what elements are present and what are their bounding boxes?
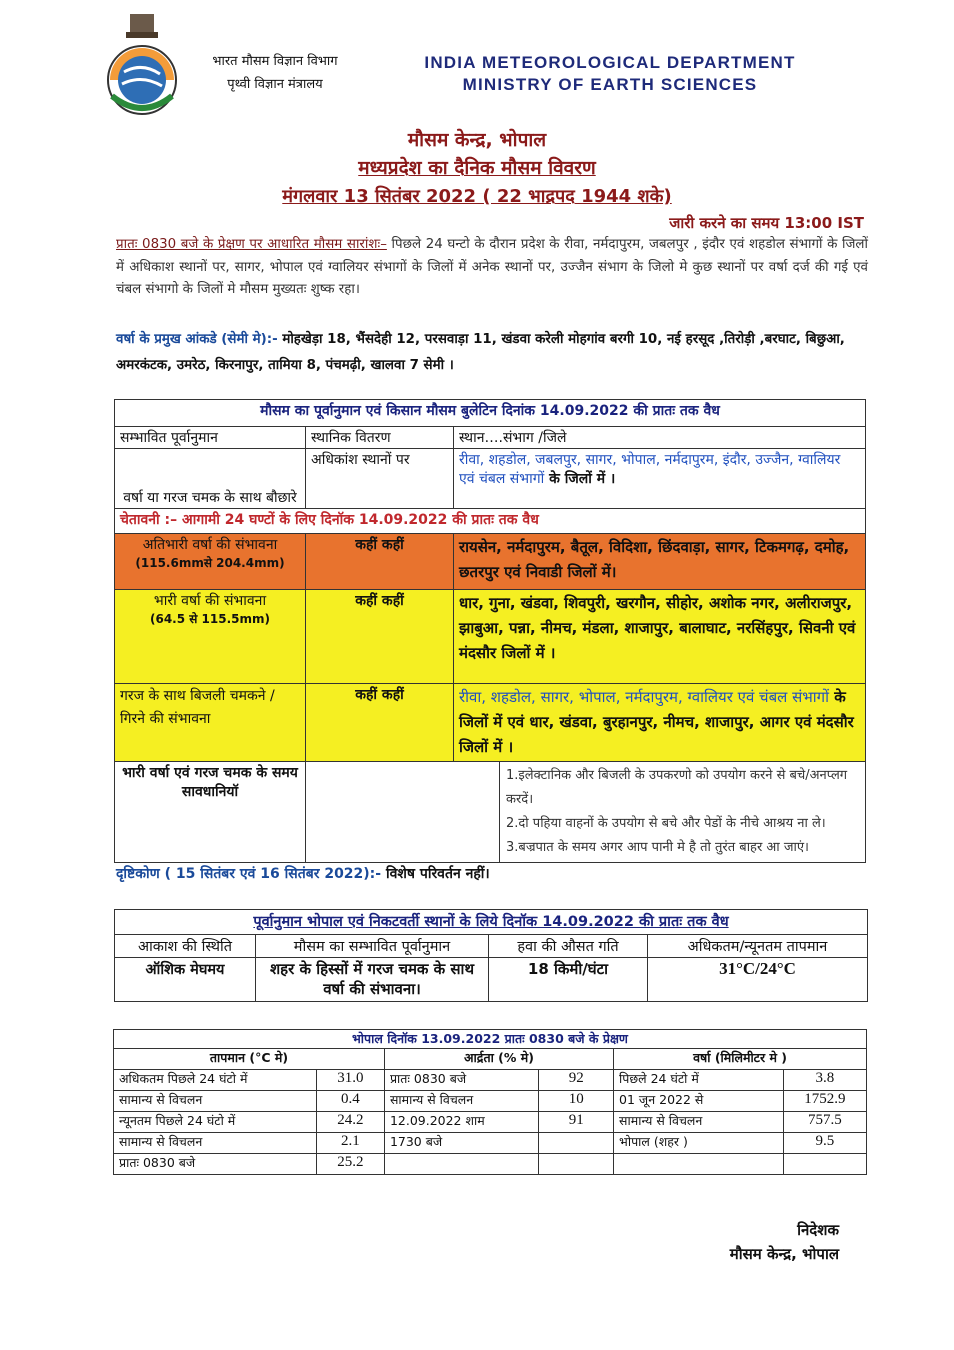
very-heavy-rain-distribution: कहीं कहीं	[306, 534, 454, 590]
outlook-label: दृष्टिकोण ( 15 सितंबर एवं 16 सितंबर 2022):-	[116, 866, 382, 882]
row1-places-tail: के जिलों में ।	[544, 471, 616, 487]
outlook	[116, 864, 490, 883]
precaution-event: भारी वर्षा एवं गरज चमक के समय सावधानियॉ	[115, 762, 306, 863]
table-cell	[539, 1154, 614, 1175]
summary-label: प्रातः 0830 बजे के प्रेक्षण पर आधारित मौसम सारांशः–	[116, 237, 387, 252]
table-cell: 757.5	[783, 1112, 866, 1133]
org-hindi-line2: पृथ्वी विज्ञान मंत्रालय	[227, 77, 323, 92]
table-cell	[539, 1133, 614, 1154]
row1-distribution: अधिकांश स्थानों पर	[306, 449, 454, 509]
table-cell: 10	[539, 1091, 614, 1112]
thunder-event: गरज के साथ बिजली चमकने / गिरने की संभावना	[115, 684, 306, 762]
forecast-header: मौसम का सम्भावित पूर्वानुमान	[256, 935, 489, 958]
table-cell: सामान्य से विचलन	[114, 1133, 317, 1154]
table-row	[114, 1070, 867, 1091]
table-cell: 1730 बजे	[384, 1133, 539, 1154]
table-cell: 92	[539, 1070, 614, 1091]
heavy-rain-distribution: कहीं कहीं	[306, 590, 454, 684]
org-english-line2: MINISTRY OF EARTH SCIENCES	[462, 75, 758, 94]
table-row	[114, 1133, 867, 1154]
row1-places-blue: रीवा, शहडोल, जबलपुर, सागर, भोपाल, नर्मदापुरम, इंदौर, उज्जैन, ग्वालियर एवं चंबल संभागों	[459, 452, 841, 487]
thunder-places-blue: रीवा, शहडोल, सागर, भोपाल, नर्मदापुरम, ग्वालियर एवं चंबल संभागों	[459, 688, 829, 706]
col-header-forecast: सम्भावित पूर्वानुमान	[115, 427, 306, 449]
table-cell: 9.5	[783, 1133, 866, 1154]
issue-time: जारी करने का समय 13:00 IST	[669, 214, 864, 232]
rain-group-header: वर्षा (मिलिमीटर मे )	[614, 1049, 867, 1070]
signature-office: मौसम केन्द्र, भोपाल	[729, 1245, 839, 1263]
rainfall-text: मोहखेड़ा 18, भैंसदेही 12, परसवाड़ा 11, खंडवा करेली मोहगांव बरगी 10, नई हरसूद ,तिरोड़ी ,बरघाट, बिछुआ, अमरकंटक, उमरेठ, किरनापुर, तामिया 8, पंचमढ़ी, खालवा 7 सेमी ।	[116, 332, 845, 373]
table-cell	[783, 1154, 866, 1175]
org-hindi-line1: भारत मौसम विज्ञान विभाग	[212, 54, 338, 69]
heavy-rain-event	[115, 590, 306, 684]
col-header-distribution: स्थानिक वितरण	[306, 427, 454, 449]
precaution-item: 2.दो पहिया वाहनों के उपयोग से बचे और पेडों के नीचे आश्रय ना ले।	[506, 816, 826, 831]
imd-emblem-icon	[104, 12, 180, 118]
table-cell	[614, 1154, 784, 1175]
table-cell: अधिकतम पिछले 24 घंटो में	[114, 1070, 317, 1091]
heavy-rain-label: भारी वर्षा की संभावना	[153, 593, 267, 609]
table-cell: 3.8	[783, 1070, 866, 1091]
city-table-title: पूर्वानुमान भोपाल एवं निकटवर्ती स्थानों के लिये दिनॉक 14.09.2022 की प्रातः तक वैध	[115, 910, 868, 935]
table-cell: 31.0	[316, 1070, 384, 1091]
observation-table	[113, 1029, 867, 1175]
sky-value: ऑशिक मेघमय	[115, 958, 256, 1002]
sky-header: आकाश की स्थिति	[115, 935, 256, 958]
table-cell: न्यूनतम पिछले 24 घंटो में	[114, 1112, 317, 1133]
very-heavy-rain-event	[115, 534, 306, 590]
wind-value: 18 किमी/घंटा	[489, 958, 648, 1002]
table-cell: भोपाल (शहर )	[614, 1133, 784, 1154]
thunder-places	[454, 684, 866, 762]
table-row	[114, 1112, 867, 1133]
obs-table-title: भोपाल दिनॉक 13.09.2022 प्रातः 0830 बजे के प्रेक्षण	[114, 1030, 867, 1049]
thunder-distribution: कहीं कहीं	[306, 684, 454, 762]
heavy-rain-range: (64.5 से 115.5mm)	[149, 612, 270, 626]
very-heavy-rain-label: अतिभारी वर्षा की संभावना	[142, 537, 278, 553]
table-cell: सामान्य से विचलन	[614, 1112, 784, 1133]
heavy-rain-places: धार, गुना, खंडवा, शिवपुरी, खरगौन, सीहोर, अशोक नगर, अलीराजपुर, झाबुआ, पन्ना, नीमच, मंडला, शाजापुर, बालाघाट, नरसिंहपुर, सिवनी एवं मंदसौर जिलों में ।	[454, 590, 866, 684]
forecast-value: शहर के हिस्सों में गरज चमक के साथ वर्षा की संभावना।	[256, 958, 489, 1002]
forecast-table-title: मौसम का पूर्वानुमान एवं किसान मौसम बुलेटिन दिनांक 14.09.2022 की प्रातः तक वैध	[115, 400, 866, 427]
forecast-table	[114, 399, 866, 863]
humidity-group-header: आर्द्रता (% मे)	[384, 1049, 613, 1070]
signature-block	[730, 1218, 839, 1266]
row1-places	[454, 449, 866, 509]
table-cell: 0.4	[316, 1091, 384, 1112]
table-cell: 01 जून 2022 से	[614, 1091, 784, 1112]
city-forecast-table	[114, 909, 868, 1002]
precaution-item: 1.इलेक्टानिक और बिजली के उपकरणो को उपयोग करने से बचे/अनप्लग करदें।	[506, 768, 848, 807]
table-cell: प्रातः 0830 बजे	[384, 1070, 539, 1091]
table-cell: प्रातः 0830 बजे	[114, 1154, 317, 1175]
very-heavy-rain-range: (115.6mmसे 204.4mm)	[135, 556, 285, 570]
table-cell: 12.09.2022 शाम	[384, 1112, 539, 1133]
table-cell: 1752.9	[783, 1091, 866, 1112]
table-cell: 24.2	[316, 1112, 384, 1133]
col-header-places: स्थान….संभाग /जिले	[454, 427, 866, 449]
centre-title: मौसम केन्द्र, भोपाल	[407, 129, 547, 151]
obs-table-body	[114, 1070, 867, 1175]
summary-text: पिछले 24 घन्टो के दौरान प्रदेश के रीवा, नर्मदापुरम, जबलपुर , इंदौर एवं शहडोल संभागों के जिलों में अधिकाश स्थानों पर, सागर, भोपाल एवं ग्वालियर संभागों के जिलों में अनेक स्थानों पर, उज्जैन संभाग के जिलो मे कुछ स्थानों पर वर्षा दर्ज की गई एवं चंबल संभागो के जिलों मे मौसम मुख्यतः शुष्क रहा।	[116, 237, 868, 297]
temp-group-header: तापमान (°C मे)	[114, 1049, 385, 1070]
table-cell: सामान्य से विचलन	[114, 1091, 317, 1112]
weather-summary	[116, 234, 868, 302]
org-name-english	[390, 52, 830, 96]
temp-value: 31°C/24°C	[648, 958, 868, 1002]
precaution-item: 3.बज्रपात के समय अगर आप पानी मे है तो तुरंत बाहर आ जाएं।	[506, 840, 809, 855]
outlook-text: विशेष परिवर्तन नहीं।	[381, 866, 490, 882]
very-heavy-rain-places: रायसेन, नर्मदापुरम, बैतूल, विदिशा, छिंदवाड़ा, सागर, टिकमगढ़, दमोह, छतरपुर एवं निवाडी जिलों में।	[454, 534, 866, 590]
row1-event: वर्षा या गरज चमक के साथ बौछारे	[115, 449, 306, 509]
table-cell: पिछले 24 घंटो में	[614, 1070, 784, 1091]
rainfall-label: वर्षा के प्रमुख आंकडे (सेमी मे):-	[116, 332, 278, 347]
table-cell: 2.1	[316, 1133, 384, 1154]
table-cell: 25.2	[316, 1154, 384, 1175]
temp-header: अधिकतम/न्यूनतम तापमान	[648, 935, 868, 958]
report-title: मध्यप्रदेश का दैनिक मौसम विवरण	[358, 157, 596, 179]
signature-title: निदेशक	[797, 1221, 839, 1239]
org-name-hindi	[190, 50, 360, 96]
table-cell	[384, 1154, 539, 1175]
report-date: मंगलवार 13 सितंबर 2022 ( 22 भाद्रपद 1944 शके)	[282, 186, 672, 207]
table-cell: सामान्य से विचलन	[384, 1091, 539, 1112]
precaution-list	[306, 762, 866, 863]
table-row	[114, 1154, 867, 1175]
org-english-line1: INDIA METEOROLOGICAL DEPARTMENT	[424, 53, 796, 72]
rainfall-figures	[116, 327, 868, 379]
wind-header: हवा की औसत गति	[489, 935, 648, 958]
thunder-places-tail: के जिलों में एवं धार, खंडवा, बुरहानपुर, नीमच, शाजापुर, आगर एवं मंदसौर जिलों में ।	[459, 688, 854, 756]
warning-banner: चेतावनी :– आगामी 24 घण्टों के लिए दिनॉक 14.09.2022 की प्रातः तक वैध	[115, 509, 866, 534]
table-row	[114, 1091, 867, 1112]
table-cell: 91	[539, 1112, 614, 1133]
